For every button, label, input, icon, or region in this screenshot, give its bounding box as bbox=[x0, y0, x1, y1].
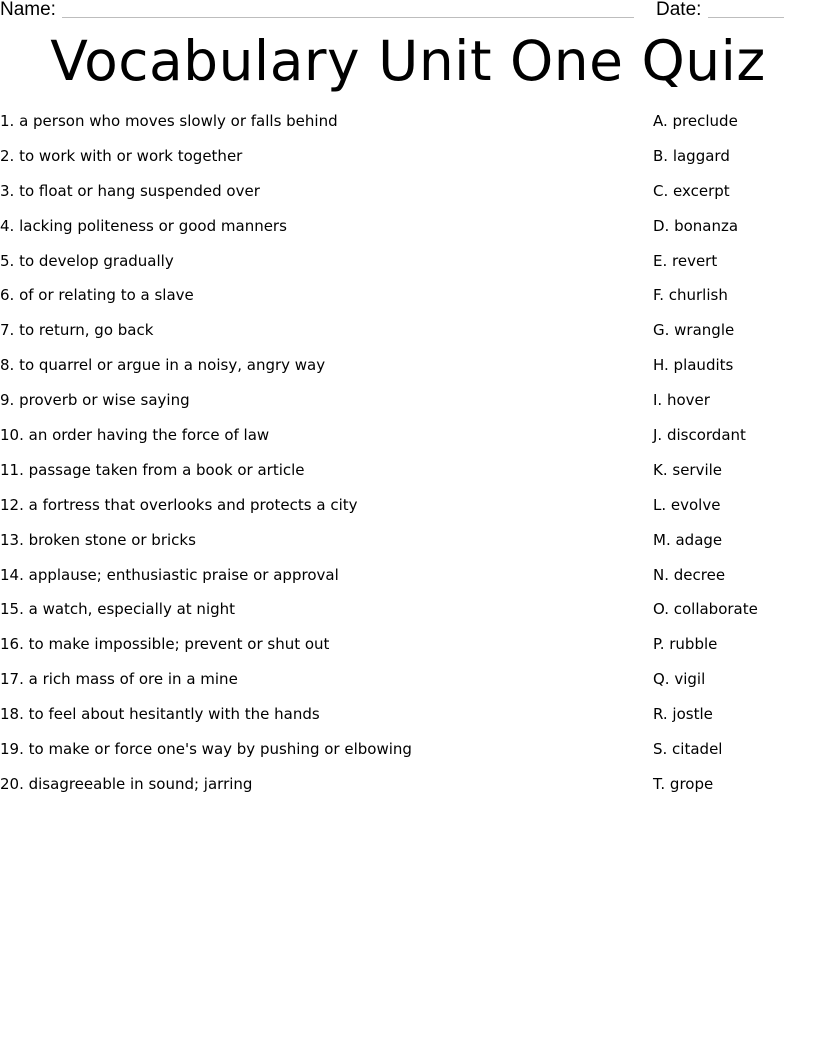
answer-option: C. excerpt bbox=[653, 181, 730, 200]
answer-option: K. servile bbox=[653, 460, 723, 479]
clue-text: 19. to make or force one's way by pushing or elbowing bbox=[0, 740, 412, 759]
quiz-row bbox=[0, 285, 816, 320]
clue-text: 15. a watch, especially at night bbox=[0, 600, 236, 619]
clue-text: 4. lacking politeness or good manners bbox=[0, 216, 287, 235]
clue-text: 6. of or relating to a slave bbox=[0, 286, 194, 305]
quiz-row bbox=[0, 669, 816, 704]
date-field-line[interactable] bbox=[708, 17, 784, 18]
name-label: Name: bbox=[0, 0, 56, 20]
quiz-row bbox=[0, 320, 816, 355]
clue-text: 11. passage taken from a book or article bbox=[0, 460, 305, 479]
clue-text: 3. to float or hang suspended over bbox=[0, 181, 260, 200]
answer-option: D. bonanza bbox=[653, 216, 739, 235]
answer-option: P. rubble bbox=[653, 635, 718, 654]
quiz-row bbox=[0, 495, 816, 530]
answer-option: R. jostle bbox=[653, 705, 713, 724]
quiz-row bbox=[0, 774, 816, 809]
answer-option: G. wrangle bbox=[653, 321, 735, 340]
clue-text: 13. broken stone or bricks bbox=[0, 530, 196, 549]
quiz-row bbox=[0, 599, 816, 634]
clue-text: 1. a person who moves slowly or falls behind bbox=[0, 112, 338, 130]
quiz-row bbox=[0, 355, 816, 390]
page-title: Vocabulary Unit One Quiz bbox=[50, 29, 766, 93]
date-label: Date: bbox=[656, 0, 702, 20]
clue-text: 7. to return, go back bbox=[0, 321, 154, 340]
clue-text: 14. applause; enthusiastic praise or approval bbox=[0, 565, 339, 584]
quiz-row bbox=[0, 425, 816, 460]
quiz-row bbox=[0, 634, 816, 669]
clue-text: 17. a rich mass of ore in a mine bbox=[0, 670, 238, 689]
quiz-row bbox=[0, 111, 816, 146]
quiz-list bbox=[0, 111, 816, 809]
clue-text: 5. to develop gradually bbox=[0, 251, 174, 270]
quiz-row bbox=[0, 739, 816, 774]
answer-option: A. preclude bbox=[653, 112, 738, 130]
quiz-row bbox=[0, 146, 816, 181]
quiz-row bbox=[0, 530, 816, 565]
answer-option: E. revert bbox=[653, 251, 718, 270]
answer-option: T. grope bbox=[653, 774, 714, 793]
clue-text: 2. to work with or work together bbox=[0, 146, 243, 165]
clue-text: 18. to feel about hesitantly with the hands bbox=[0, 705, 320, 724]
quiz-row bbox=[0, 704, 816, 739]
answer-option: O. collaborate bbox=[653, 600, 758, 619]
answer-option: S. citadel bbox=[653, 740, 723, 759]
clue-text: 8. to quarrel or argue in a noisy, angry way bbox=[0, 356, 326, 375]
answer-option: Q. vigil bbox=[653, 670, 706, 689]
quiz-row bbox=[0, 460, 816, 495]
quiz-row bbox=[0, 390, 816, 425]
quiz-row bbox=[0, 181, 816, 216]
answer-option: N. decree bbox=[653, 565, 726, 584]
clue-text: 10. an order having the force of law bbox=[0, 426, 270, 445]
name-field-line[interactable] bbox=[62, 17, 634, 18]
clue-text: 16. to make impossible; prevent or shut out bbox=[0, 635, 330, 654]
answer-option: I. hover bbox=[653, 391, 710, 410]
answer-option: M. adage bbox=[653, 530, 723, 549]
quiz-row bbox=[0, 251, 816, 286]
answer-option: L. evolve bbox=[653, 495, 721, 514]
answer-option: F. churlish bbox=[653, 286, 728, 305]
answer-option: J. discordant bbox=[653, 426, 746, 445]
clue-text: 12. a fortress that overlooks and protects a city bbox=[0, 495, 358, 514]
quiz-row bbox=[0, 216, 816, 251]
clue-text: 20. disagreeable in sound; jarring bbox=[0, 774, 253, 793]
quiz-row bbox=[0, 565, 816, 600]
header bbox=[0, 0, 816, 24]
answer-option: B. laggard bbox=[653, 146, 730, 165]
answer-option: H. plaudits bbox=[653, 356, 734, 375]
clue-text: 9. proverb or wise saying bbox=[0, 391, 190, 410]
